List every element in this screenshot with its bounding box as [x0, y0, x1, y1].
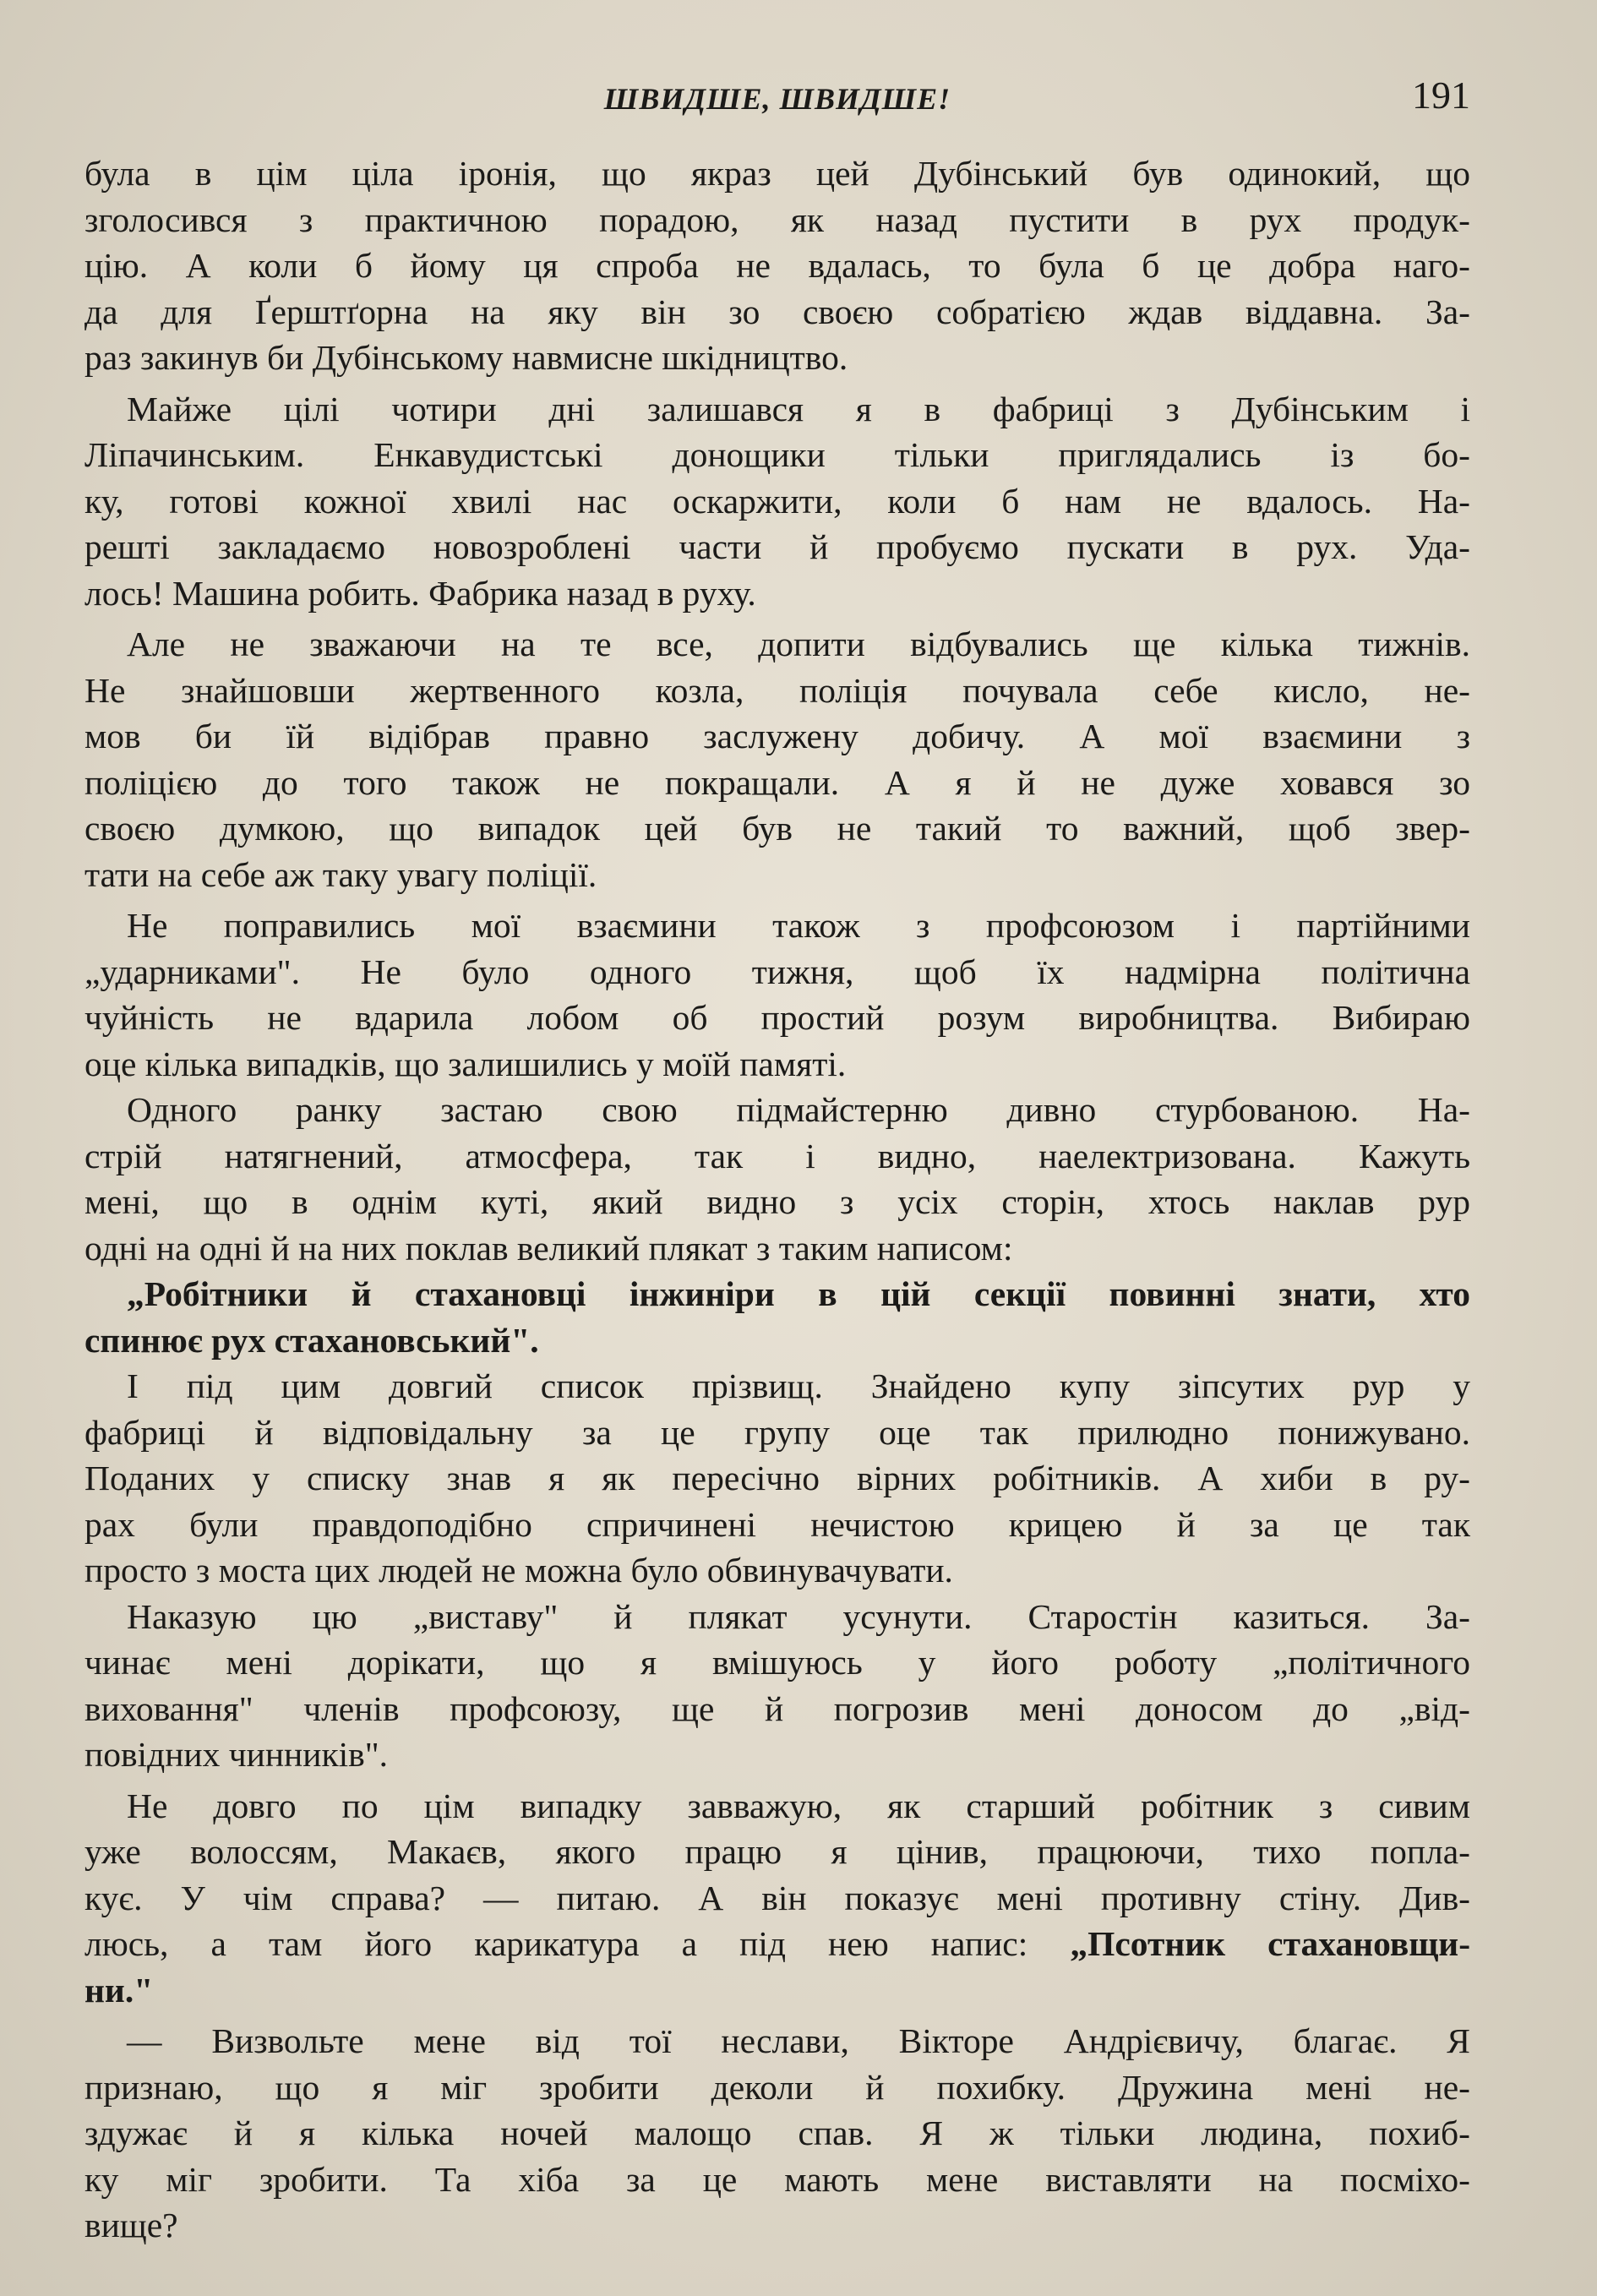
text-line: ни."	[84, 1970, 154, 2010]
text-line: Поданих у списку знав я як пересічно вірних робітників. А хиби в ру-	[84, 1459, 1470, 1497]
text-line: Ліпачинським. Енкавудистські донощики тільки приглядались із бо-	[84, 435, 1470, 474]
text-line: чинає мені дорікати, що я вмішуюсь у його роботу „політичного	[84, 1643, 1470, 1682]
text-line: І під цим довгий список прізвищ. Знайдено купу зіпсутих рур у	[127, 1366, 1470, 1405]
text-line: „ударниками". Не було одного тижня, щоб їх надмірна політична	[84, 952, 1470, 991]
text-line: лось! Машина робить. Фабрика назад в руху.	[84, 573, 756, 613]
text-line: здужає й я кілька ночей малощо спав. Я ж тільки людина, похиб-	[84, 2113, 1470, 2152]
text-line: мов би їй відібрав правно заслужену добичу. А мої взаємини з	[84, 717, 1470, 755]
text-line: Майже цілі чотири дні залишався я в фабриці з Дубінським і	[127, 389, 1470, 428]
body-text	[84, 150, 1470, 2249]
text-line: Не поправились мої взаємини також з профсоюзом і партійними	[127, 906, 1470, 945]
page-number: 191	[1412, 74, 1470, 117]
text-line: одні на одні й на них поклав великий плякат з таким написом:	[84, 1228, 1013, 1268]
text-line: раз закинув би Дубінському навмисне шкідництво.	[84, 338, 848, 377]
text-line: тати на себе аж таку увагу поліції.	[84, 854, 597, 894]
page-header	[84, 66, 1470, 125]
text-line: Одного ранку застаю свою підмайстерню дивно стурбованою. На-	[127, 1090, 1470, 1129]
text-line: кує. У чім справа? — питаю. А він показує мені противну стіну. Див-	[84, 1878, 1470, 1917]
text-line: Не довго по цім випадку завважую, як старший робітник з сивим	[127, 1786, 1470, 1825]
text-line: рах були правдоподібно спричинені нечистою крицею й за це так	[84, 1504, 1470, 1544]
text-line: оце кілька випадків, що залишились у моїй памяті.	[84, 1044, 847, 1083]
text-line: зголосився з практичною порадою, як назад пустити в рух продук-	[84, 199, 1470, 239]
text-line: виховання" членів профсоюзу, ще й погрозив мені доносом до „від-	[84, 1688, 1470, 1728]
text-line: вище?	[84, 2206, 178, 2244]
text-line: Не знайшовши жертвенного козла, поліція почувала себе кисло, не-	[84, 670, 1470, 710]
text-line: уже волоссям, Макаєв, якого працю я цінив, працюючи, тихо попла-	[84, 1832, 1470, 1871]
text-line: да для Ґерштґорна на яку він зо своєю собратією ждав віддавна. За-	[84, 292, 1470, 331]
text-line: була в цім ціла іронія, що якраз цей Дубінський був одинокий, що	[84, 154, 1470, 193]
paragraph-5	[84, 1087, 1470, 1271]
paragraph-1	[84, 150, 1470, 381]
text-line: „Робітники й стахановці інжиніри в цій секції повинні знати, хто	[127, 1274, 1470, 1313]
text-line: мені, що в однім куті, який видно з усіх сторін, хтось наклав рур	[84, 1182, 1470, 1221]
text-line: своєю думкою, що випадок цей був не такий то важний, щоб звер-	[84, 809, 1470, 848]
text-line: признаю, що я міг зробити деколи й похибку. Дружина мені не-	[84, 2067, 1470, 2107]
text-line: ку, готові кожної хвилі нас оскаржити, коли б нам не вдалось. На-	[84, 481, 1470, 521]
text-line: фабриці й відповідальну за це групу оце так прилюдно понижувано.	[84, 1412, 1470, 1452]
text-line: цію. А коли б йому ця спроба не вдалась, то була б це добра наго-	[84, 246, 1470, 285]
paragraph-10	[84, 2018, 1470, 2249]
text-line: чуйність не вдарила лобом об простий розум виробництва. Вибираю	[84, 998, 1470, 1037]
text-line: Але не зважаючи на те все, допити відбувались ще кілька тижнів.	[127, 624, 1470, 663]
paragraph-7	[84, 1363, 1470, 1594]
text-line: спинює рух стахановський".	[84, 1320, 539, 1360]
paragraph-3	[84, 621, 1470, 897]
text-line: просто з моста цих людей не можна було обвинувачувати.	[84, 1551, 953, 1590]
running-title: ШВИДШЕ, ШВИДШЕ!	[603, 82, 951, 116]
paragraph-8	[84, 1594, 1470, 1778]
text-line: стрій натягнений, атмосфера, так і видно, наелектризована. Кажуть	[84, 1136, 1470, 1175]
text-line: решті закладаємо новозроблені части й пробуємо пускати в рух. Уда-	[84, 527, 1470, 566]
text-line: люсь, а там його карикатура а під нею напис: „Псотник стахановщи-	[84, 1924, 1471, 1963]
text-line: повідних чинників".	[84, 1735, 389, 1774]
paragraph-2	[84, 386, 1470, 617]
text-line: — Визвольте мене від тої неслави, Вікторе Андрієвичу, благає. Я	[127, 2021, 1470, 2060]
paragraph-4	[84, 903, 1470, 1087]
text-line: ку міг зробити. Та хіба за це мають мене виставляти на посміхо-	[84, 2159, 1470, 2199]
paragraph-6-quote	[84, 1271, 1470, 1363]
text-line: поліцією до того також не покращали. А я й не дуже ховався зо	[84, 762, 1470, 802]
text-line: Наказую цю „виставу" й плякат усунути. Старостін казиться. За-	[127, 1596, 1470, 1636]
paragraph-9	[84, 1783, 1470, 2014]
bold-inscription: „Псотник стахановщи-	[1070, 1924, 1471, 1963]
